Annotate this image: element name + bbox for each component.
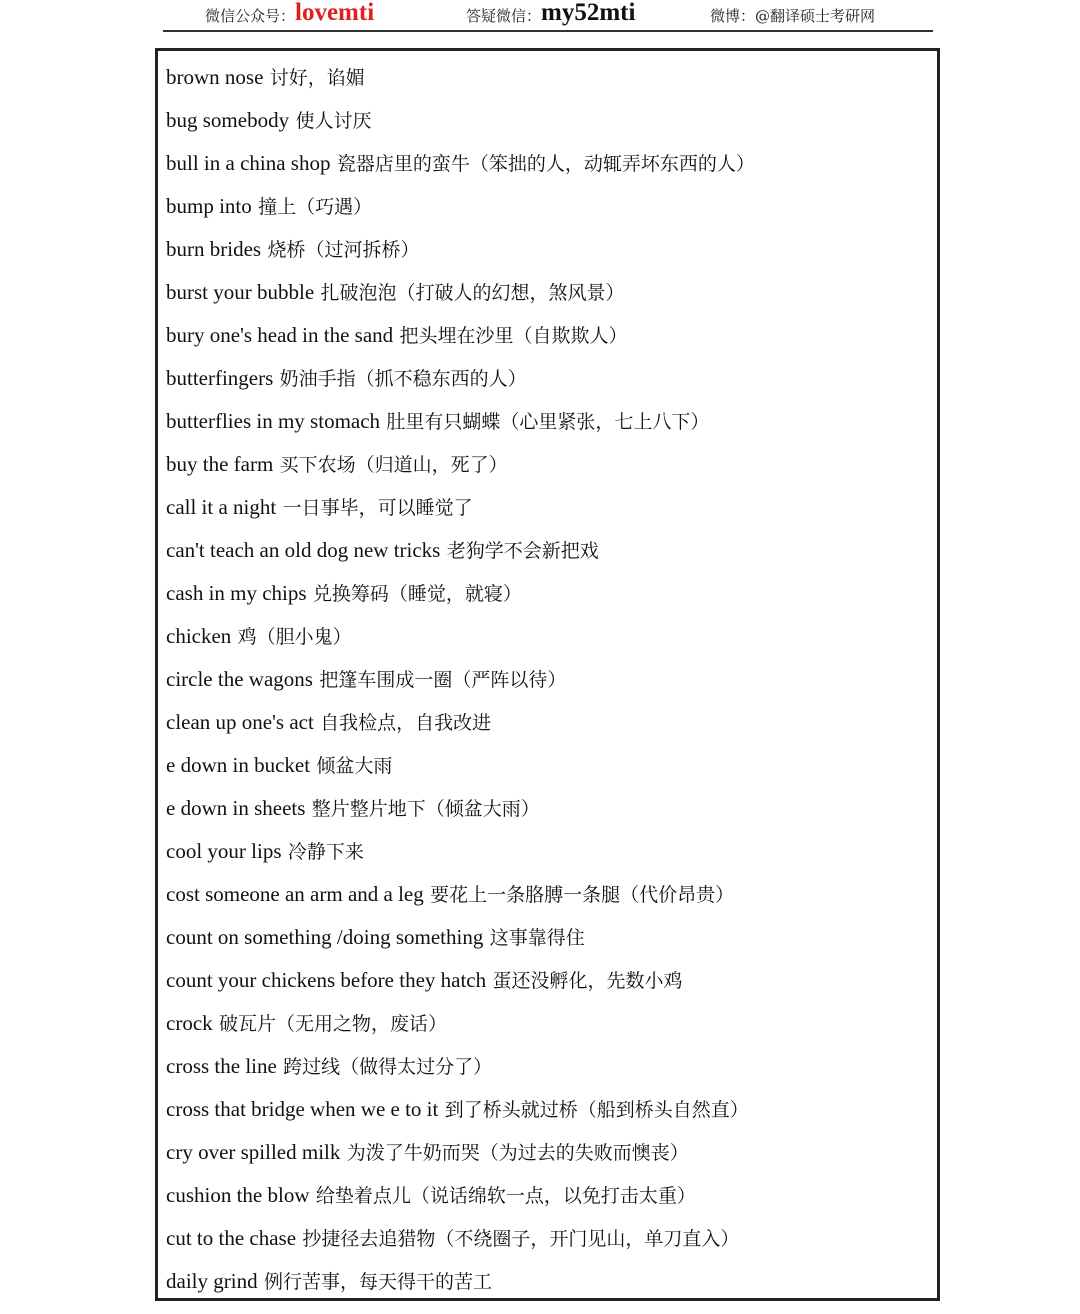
idiom-chinese: 破瓦片（无用之物，废话） bbox=[219, 1013, 448, 1035]
idiom-english: crock bbox=[166, 1011, 213, 1035]
qa-wechat-label: 答疑微信： bbox=[466, 7, 542, 25]
weibo-label: 微博：@翻译硕士考研网 bbox=[710, 7, 876, 25]
idiom-chinese: 要花上一条胳膊一条腿（代价昂贵） bbox=[430, 884, 735, 906]
idiom-english: bump into bbox=[166, 194, 252, 218]
idiom-chinese: 整片整片地下（倾盆大雨） bbox=[311, 798, 540, 820]
idiom-english: daily grind bbox=[166, 1269, 258, 1293]
list-item bbox=[166, 357, 929, 400]
wechat-public-label: 微信公众号： bbox=[205, 7, 296, 25]
idiom-chinese: 一日事毕，可以睡觉了 bbox=[282, 497, 473, 519]
idiom-chinese: 自我检点，自我改进 bbox=[320, 712, 492, 734]
idiom-english: count on something /doing something bbox=[166, 925, 484, 949]
idiom-chinese: 扎破泡泡（打破人的幻想，煞风景） bbox=[320, 282, 625, 304]
idiom-english: buy the farm bbox=[166, 452, 274, 476]
list-item bbox=[166, 959, 929, 1002]
list-item bbox=[166, 486, 929, 529]
list-item bbox=[166, 873, 929, 916]
list-item bbox=[166, 1131, 929, 1174]
idiom-chinese: 到了桥头就过桥（船到桥头自然直） bbox=[444, 1099, 749, 1121]
idiom-chinese: 撞上（巧遇） bbox=[258, 196, 373, 218]
idiom-chinese: 瓷器店里的蛮牛（笨拙的人，动辄弄坏东西的人） bbox=[336, 153, 755, 175]
idiom-english: can't teach an old dog new tricks bbox=[166, 538, 441, 562]
list-item bbox=[166, 314, 929, 357]
list-item bbox=[166, 529, 929, 572]
list-item bbox=[166, 572, 929, 615]
idiom-english: clean up one's act bbox=[166, 710, 314, 734]
list-item bbox=[166, 1174, 929, 1217]
idiom-chinese: 奶油手指（抓不稳东西的人） bbox=[279, 368, 527, 390]
idiom-chinese: 肚里有只蝴蝶（心里紧张，七上八下） bbox=[386, 411, 710, 433]
idiom-chinese: 把篷车围成一圈（严阵以待） bbox=[319, 669, 567, 691]
wechat-public-account bbox=[205, 0, 374, 30]
list-item bbox=[166, 615, 929, 658]
idiom-english: cash in my chips bbox=[166, 581, 307, 605]
list-item bbox=[166, 443, 929, 486]
idiom-english: burn brides bbox=[166, 237, 262, 261]
idiom-chinese: 老狗学不会新把戏 bbox=[446, 540, 599, 562]
list-item bbox=[166, 787, 929, 830]
idiom-english: burst your bubble bbox=[166, 280, 315, 304]
page-header bbox=[163, 0, 933, 32]
weibo bbox=[710, 0, 875, 30]
idiom-english: butterflies in my stomach bbox=[166, 409, 381, 433]
list-item bbox=[166, 1045, 929, 1088]
idiom-english: cry over spilled milk bbox=[166, 1140, 341, 1164]
idiom-english: circle the wagons bbox=[166, 667, 313, 691]
idiom-english: call it a night bbox=[166, 495, 277, 519]
idiom-english: e down in sheets bbox=[166, 796, 306, 820]
list-item bbox=[166, 400, 929, 443]
idiom-chinese: 跨过线（做得太过分了） bbox=[283, 1056, 493, 1078]
list-item bbox=[166, 658, 929, 701]
list-item bbox=[166, 271, 929, 314]
idiom-english: e down in bucket bbox=[166, 753, 311, 777]
idiom-chinese: 给垫着点儿（说话绵软一点，以免打击太重） bbox=[315, 1185, 696, 1207]
qa-wechat-value: my52mti bbox=[541, 0, 636, 26]
list-item bbox=[166, 1217, 929, 1260]
idiom-chinese: 冷静下来 bbox=[287, 841, 364, 863]
idiom-english: cross the line bbox=[166, 1054, 277, 1078]
idiom-chinese: 抄捷径去追猎物（不绕圈子，开门见山，单刀直入） bbox=[302, 1228, 740, 1250]
idiom-english: cool your lips bbox=[166, 839, 282, 863]
list-item bbox=[166, 1002, 929, 1045]
list-item bbox=[166, 1260, 929, 1303]
idiom-chinese: 讨好，谄媚 bbox=[269, 67, 365, 89]
idiom-chinese: 把头埋在沙里（自欺欺人） bbox=[399, 325, 628, 347]
idiom-chinese: 为泼了牛奶而哭（为过去的失败而懊丧） bbox=[346, 1142, 689, 1164]
idiom-english: bug somebody bbox=[166, 108, 290, 132]
idiom-english: bury one's head in the sand bbox=[166, 323, 394, 347]
qa-wechat bbox=[466, 0, 635, 30]
idiom-chinese: 蛋还没孵化，先数小鸡 bbox=[492, 970, 683, 992]
list-item bbox=[166, 916, 929, 959]
idiom-english: count your chickens before they hatch bbox=[166, 968, 487, 992]
list-item bbox=[166, 99, 929, 142]
list-item bbox=[166, 228, 929, 271]
idiom-chinese: 烧桥（过河拆桥） bbox=[267, 239, 420, 261]
idiom-chinese: 鸡（胆小鬼） bbox=[237, 626, 352, 648]
idiom-english: brown nose bbox=[166, 65, 264, 89]
list-item bbox=[166, 56, 929, 99]
idiom-chinese: 买下农场（归道山，死了） bbox=[279, 454, 508, 476]
idiom-english: chicken bbox=[166, 624, 232, 648]
idiom-english: cross that bridge when we e to it bbox=[166, 1097, 439, 1121]
list-item bbox=[166, 701, 929, 744]
idiom-list bbox=[166, 56, 929, 1303]
idiom-chinese: 兑换筹码（睡觉，就寝） bbox=[312, 583, 522, 605]
idiom-list-box bbox=[155, 48, 940, 1301]
list-item bbox=[166, 830, 929, 873]
idiom-chinese: 例行苦事，每天得干的苦工 bbox=[263, 1271, 492, 1293]
idiom-english: cost someone an arm and a leg bbox=[166, 882, 424, 906]
idiom-chinese: 倾盆大雨 bbox=[316, 755, 393, 777]
idiom-english: cut to the chase bbox=[166, 1226, 297, 1250]
list-item bbox=[166, 744, 929, 787]
idiom-english: bull in a china shop bbox=[166, 151, 331, 175]
idiom-english: butterfingers bbox=[166, 366, 274, 390]
idiom-chinese: 使人讨厌 bbox=[295, 110, 372, 132]
list-item bbox=[166, 185, 929, 228]
wechat-public-value: lovemti bbox=[295, 0, 375, 26]
idiom-english: cushion the blow bbox=[166, 1183, 310, 1207]
list-item bbox=[166, 1088, 929, 1131]
list-item bbox=[166, 142, 929, 185]
idiom-chinese: 这事靠得住 bbox=[489, 927, 585, 949]
